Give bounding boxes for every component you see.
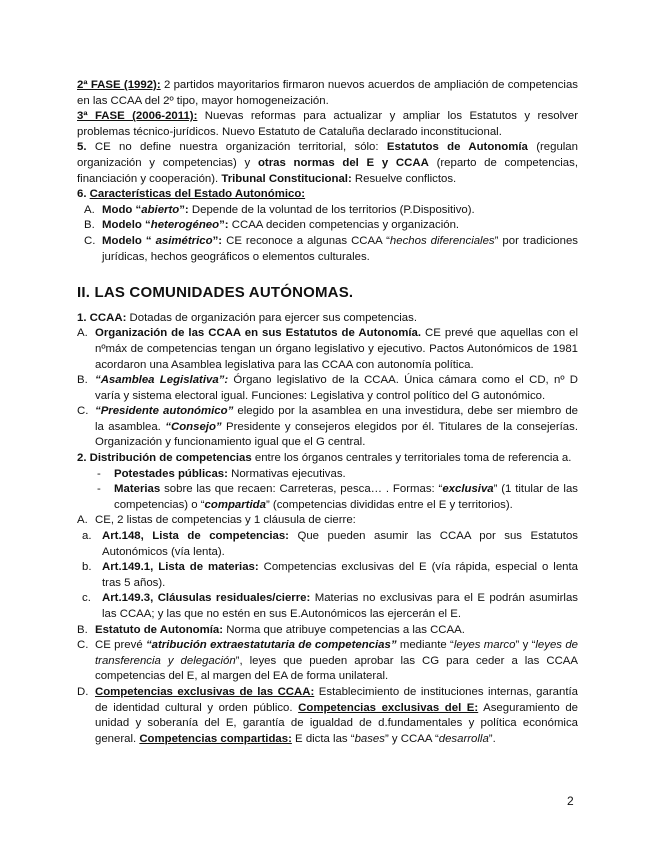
ce-sub-text: Competencias exclusivas del E (vía rápida, especial o lenta tras 5 años). [102, 561, 579, 589]
extra-term: “atribución extraestatutaria de competencias” [145, 639, 397, 652]
dash-item-text-c: ” (competencias divididas entre el E y territorios). [265, 498, 513, 511]
distribution-text: entre los órganos centrales y territoriales toma de referencia a. [251, 452, 572, 465]
compartida-term: compartida [204, 498, 266, 511]
model-label-pre: Modo “ [102, 203, 142, 216]
ccaa-item-title: Organización de las CCAA en sus Estatutos de Autonomía. [95, 327, 422, 340]
comp-text-d: ” y CCAA “ [384, 732, 439, 745]
model-label-em: asimétrico [155, 234, 213, 247]
list-marker: A. [84, 203, 95, 216]
fase-3-text: Nuevas reformas para actualizar y ampliar los Estatutos y resolver problemas técnico-jurídicos. Nuevo Estatuto de Cataluña declarado inconstitucional. [77, 110, 578, 138]
ce-sub-text: Que pueden asumir las CCAA por sus Estatutos Autonómicos (vía lenta). [102, 530, 578, 558]
ccaa-1-text: Dotadas de organización para ejercer sus competencias. [126, 311, 417, 324]
comp-text-e: ”. [488, 732, 496, 745]
model-item [77, 234, 578, 265]
point-5-text-c: (reparto de competencias, financiación y cooperación). [77, 156, 578, 185]
ccaa-item-title: “Presidente autonómico” [95, 405, 234, 418]
list-marker: C. [84, 234, 96, 247]
extra-text-d: ”, leyes que pueden aprobar las CG para ceder a las CCAA competencias del E, al margen del EA de forma unilateral. [95, 654, 578, 683]
list-marker: A. [77, 514, 88, 527]
ccaa-item-title-2: “Consejo” [165, 420, 222, 433]
extra-text-c: ” y “ [515, 639, 536, 652]
model-text: CE reconoce a algunas CCAA “ [222, 234, 390, 247]
dash-item-text: sobre las que recaen: Carreteras, pesca… . Formas: “ [160, 483, 443, 496]
ccaa-item-text: CE prevé que aquellas con el nºmáx de competencias tengan un órgano legislativo y ejecutivo. Pactos Autonómicos de 1981 acordaron una Asamblea legislativa para las CCAA con autonomía política. [95, 327, 578, 371]
ccaa-item [77, 404, 578, 451]
list-marker: C. [77, 405, 89, 418]
model-label-em: abierto [141, 203, 180, 216]
model-text-em: hechos diferenciales [389, 234, 495, 247]
list-marker: A. [77, 327, 88, 340]
estatuto-title: Estatuto de Autonomía: [95, 623, 224, 636]
list-marker: B. [84, 219, 95, 232]
fase-2-paragraph [77, 78, 578, 109]
point-5-text-b: (regulan organización y competencias) y [77, 141, 578, 169]
model-text: Depende de la voluntad de los territorios (P.Dispositivo). [188, 203, 475, 216]
dash-item-text-b: ” (1 titular de las competencias) o “ [114, 483, 578, 511]
ce-lists-item [77, 513, 578, 529]
point-6-label: Características del Estado Autonómico: [89, 188, 306, 201]
model-label-pre: Modelo “ [102, 219, 151, 232]
model-label-pre: Modelo “ [102, 234, 156, 247]
fase-2-label: 2ª FASE (1992): [77, 79, 161, 91]
ce-sub-title: Art.148, Lista de competencias: [102, 530, 289, 543]
point-5-paragraph [77, 140, 578, 187]
fase-2-text: 2 partidos mayoritarios firmaron nuevos acuerdos de ampliación de competencias en las CCAA del 2º tipo, mayor homogeneización. [77, 79, 578, 107]
comp-text-c: E dicta las “ [291, 732, 355, 745]
list-marker: B. [77, 623, 88, 636]
distribution-paragraph [77, 451, 578, 467]
model-item [77, 218, 578, 234]
dash-item-text: Normativas ejecutivas. [227, 467, 346, 480]
model-text: CCAA deciden competencias y organización. [228, 219, 460, 232]
model-label-post: ”: [212, 234, 223, 247]
list-marker: c. [82, 592, 91, 605]
ce-sub-item [77, 529, 578, 560]
point-6-heading [77, 187, 578, 203]
dash-item [77, 482, 578, 513]
ce-sub-title: Art.149.3, Cláusulas residuales/cierre: [102, 592, 311, 605]
extra-text-a: CE prevé [95, 639, 146, 652]
comp-text-b: Aseguramiento de unidad y soberanía del E, garantía de igualdad de d.fundamentales y política económica general. [95, 701, 578, 745]
bases-term: bases [354, 732, 385, 745]
model-label-em: heterogéneo [150, 219, 220, 232]
estatuto-text: Norma que atribuye competencias a las CCAA. [223, 623, 465, 636]
ce-sub-text: Materias no exclusivas para el E podrán asumirlas las CCAA; y las que no estén en sus E.Autonómicos las ejercerán el E. [102, 592, 578, 620]
point-5-number: 5. [77, 141, 87, 154]
list-marker: B. [77, 374, 88, 387]
point-6-number: 6. [77, 188, 90, 201]
fase-3-label: 3ª FASE (2006-2011): [77, 110, 198, 123]
comp-ccaa-title: Competencias exclusivas de las CCAA: [95, 685, 315, 698]
ccaa-item-title: “Asamblea Legislativa”: [95, 374, 229, 387]
exclusiva-term: exclusiva [442, 483, 494, 496]
document-page [77, 78, 578, 747]
comp-compartidas-title: Competencias compartidas: [139, 732, 292, 745]
point-5-text-a: CE no define nuestra organización territorial, sólo: [86, 141, 387, 154]
comp-text-a: Establecimiento de instituciones internas, garantía de identidad cultural y orden público. [95, 685, 578, 714]
model-label-post: ”: [179, 203, 189, 216]
point-5-text-d: Resuelve conflictos. [351, 172, 457, 185]
ccaa-1-paragraph [77, 311, 578, 327]
estatutos-term: Estatutos de Autonomía [386, 141, 528, 154]
ccaa-item-text-2: Presidente y consejeros elegidos por él. Titulares de la consejerías. Organización y funcionamiento igual que el G central. [95, 420, 579, 449]
dash-item [77, 467, 578, 483]
leyes-marco-term: leyes marco [453, 639, 516, 652]
fase-3-paragraph [77, 109, 578, 140]
ce-sub-item [77, 560, 578, 591]
desarrolla-term: desarrolla [438, 732, 489, 745]
estatuto-item [77, 623, 578, 639]
comp-estado-title: Competencias exclusivas del E: [298, 701, 479, 714]
ccaa-item [77, 373, 578, 404]
section-2-title: II. LAS COMUNIDADES AUTÓNOMAS. [77, 284, 354, 302]
list-marker: C. [77, 639, 89, 652]
model-label-post: ”: [219, 219, 229, 232]
ce-sub-title: Art.149.1, Lista de materias: [102, 561, 259, 574]
otras-normas-term: otras normas del E y CCAA [257, 156, 429, 169]
distribution-label: 2. Distribución de competencias [77, 452, 252, 465]
dash-marker: - [97, 483, 101, 496]
leyes-transferencia-term: leyes de transferencia y delegación [95, 639, 578, 667]
page-number: 2 [567, 794, 574, 808]
ccaa-1-label: 1. CCAA: [77, 311, 127, 324]
list-marker: D. [77, 685, 89, 698]
model-text-b: ” por tradiciones jurídicas, hechos geográficos o elementos culturales. [102, 234, 578, 263]
extra-text-b: mediante “ [396, 639, 454, 652]
list-marker: a. [82, 530, 92, 543]
ccaa-item-text: elegido por la asamblea en una investidura, debe ser miembro de la asamblea. [95, 405, 578, 433]
ccaa-item-text: Órgano legislativo de la CCAA. Única cámara como el CD, nº D varía y sistema electoral igual. Funciones: Legislativa y control político del G autonómico. [95, 374, 578, 402]
ce-lists-text: CE, 2 listas de competencias y 1 cláusula de cierre: [95, 514, 356, 527]
ccaa-item [77, 326, 578, 373]
tribunal-term: Tribunal Constitucional: [221, 172, 352, 185]
extraestatutaria-item [77, 638, 578, 685]
dash-item-title: Materias [114, 483, 161, 496]
dash-marker: - [97, 467, 101, 480]
list-marker: b. [82, 561, 92, 574]
dash-item-title: Potestades públicas: [114, 467, 228, 480]
model-item [77, 203, 578, 219]
competencias-item [77, 685, 578, 747]
ce-sub-item [77, 591, 578, 622]
